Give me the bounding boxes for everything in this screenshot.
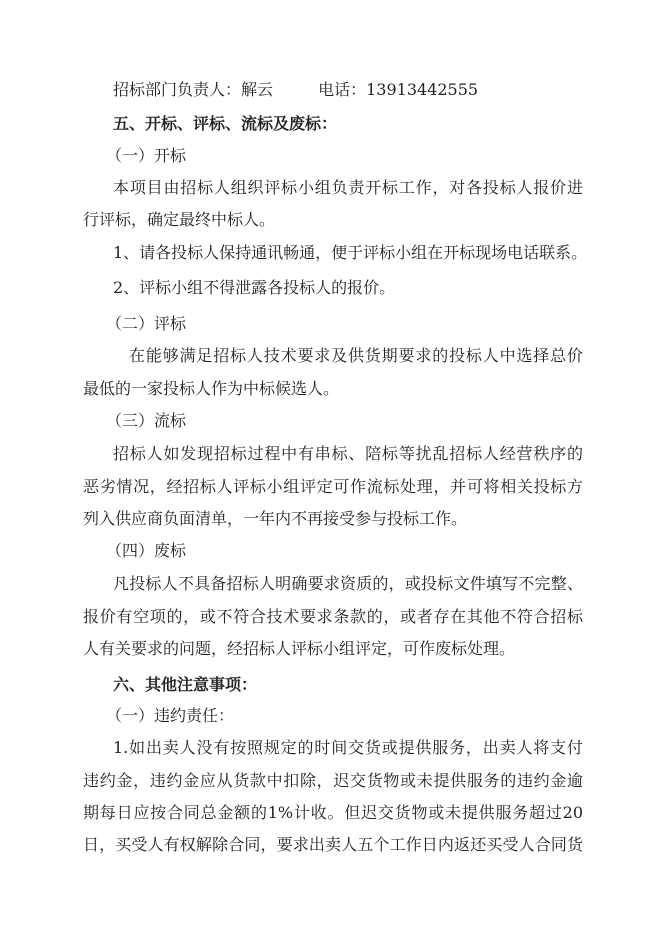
subheading-invalid-bid: （四）废标 xyxy=(106,541,187,560)
subheading-opening: （一）开标 xyxy=(106,146,187,165)
paragraph-line: 2、评标小组不得泄露各投标人的报价。 xyxy=(113,278,396,297)
paragraph-line: 1.如出卖人没有按照规定的时间交货或提供服务，出卖人将支付 xyxy=(113,738,583,757)
paragraph-line: 恶劣情况，经招标人评标小组评定可作流标处理，并可将相关投标方 xyxy=(83,477,583,496)
section-heading-6: 六、其他注意事项： xyxy=(113,675,258,694)
paragraph-line: 日，买受人有权解除合同，要求出卖人五个工作日内返还买受人合同货 xyxy=(83,835,583,854)
section-heading-5: 五、开标、评标、流标及废标： xyxy=(113,114,338,133)
subheading-liability: （一）违约责任： xyxy=(106,706,235,725)
paragraph-line: 行评标，确定最终中标人。 xyxy=(83,210,276,229)
paragraph-line: 期每日应按合同总金额的1%计收。但迟交货物或未提供服务超过20 xyxy=(83,803,583,822)
paragraph-line: 招标人如发现招标过程中有串标、陪标等扰乱招标人经营秩序的 xyxy=(113,444,583,463)
contact-person: 招标部门负责人：解云 xyxy=(113,80,274,99)
paragraph-line: 人有关要求的问题，经招标人评标小组评定，可作废标处理。 xyxy=(83,639,516,658)
subheading-evaluation: （二）评标 xyxy=(106,314,187,333)
contact-line xyxy=(113,80,583,100)
paragraph-line: 最低的一家投标人作为中标候选人。 xyxy=(83,379,340,398)
paragraph-line: 在能够满足招标人技术要求及供货期要求的投标人中选择总价 xyxy=(129,346,583,365)
paragraph-line: 1、请各投标人保持通讯畅通，便于评标小组在开标现场电话联系。 xyxy=(113,243,588,262)
paragraph-line: 本项目由招标人组织评标小组负责开标工作，对各投标人报价进 xyxy=(113,178,583,197)
subheading-failed-bid: （三）流标 xyxy=(106,411,187,430)
paragraph-line: 列入供应商负面清单，一年内不再接受参与投标工作。 xyxy=(83,509,468,528)
paragraph-line: 凡投标人不具备招标人明确要求资质的，或投标文件填写不完整、 xyxy=(113,574,583,593)
contact-phone: 电话：13913442555 xyxy=(318,80,479,99)
paragraph-line: 报价有空项的，或不符合技术要求条款的，或者存在其他不符合招标 xyxy=(83,607,583,626)
paragraph-line: 违约金，违约金应从货款中扣除，迟交货物或未提供服务的违约金逾 xyxy=(83,771,583,790)
